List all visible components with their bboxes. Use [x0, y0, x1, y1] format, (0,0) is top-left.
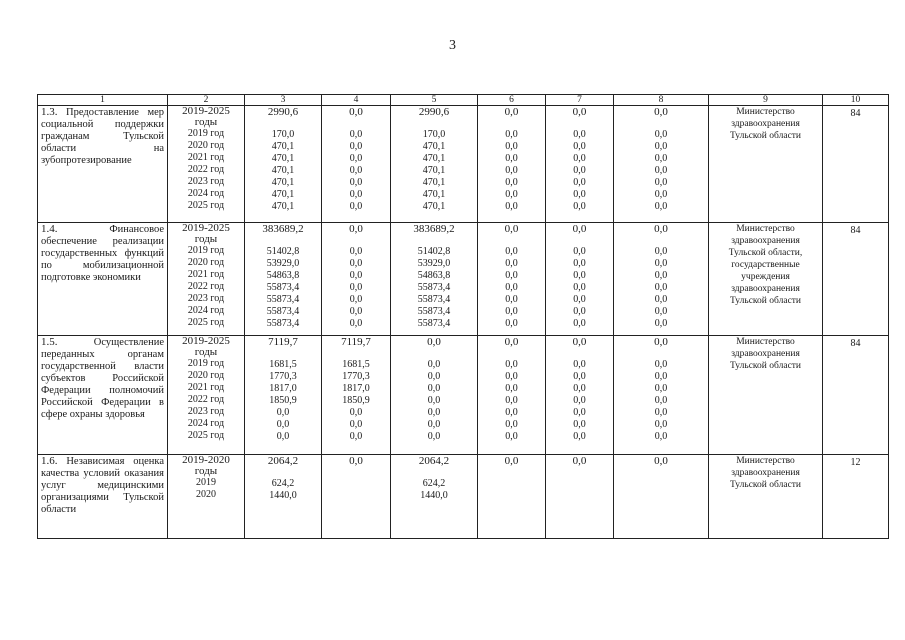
amount-value: 0,0 [505, 270, 518, 281]
amount-value: 0,0 [654, 455, 668, 467]
amount-value: 0,0 [573, 189, 586, 200]
amount-value: 0,0 [349, 455, 363, 467]
amount-value: 0,0 [349, 201, 363, 212]
executor-cell [709, 336, 823, 455]
amount-value: 0,0 [654, 419, 668, 430]
amount-value: 0,0 [349, 294, 363, 305]
amount-cell-col6 [478, 336, 546, 455]
measure-name: Осуществление переданных органам государственной власти субъектов Российской Федерации полномочий Российской Федерации в сфере охраны здоровья [41, 337, 164, 420]
amount-value: 0,0 [349, 431, 363, 442]
period-year: 2022 год [187, 394, 225, 405]
amount-value: 0,0 [349, 258, 363, 269]
amount-value: 0,0 [573, 129, 586, 140]
amount-value: 7119,7 [341, 336, 371, 348]
period-cell [168, 336, 245, 455]
amount-value: 0,0 [427, 371, 441, 382]
measure-name: Предоставление мер социальной поддержки гражданам Тульской области на зубопротезирование [41, 107, 165, 166]
period-total: 2019-2025 годы [182, 222, 230, 245]
amount-value: 0,0 [573, 153, 586, 164]
period-year: 2020 год [187, 140, 225, 151]
amount-value: 0,0 [654, 306, 668, 317]
amount-value: 0,0 [572, 223, 587, 235]
executor-name: Министерство здравоохранения Тульской области [729, 107, 802, 141]
amount-value: 470,1 [422, 201, 446, 212]
amount-value: 0,0 [505, 141, 518, 152]
column-number: 9 [709, 95, 823, 106]
period-year: 2020 [196, 489, 216, 500]
amount-value: 55873,4 [266, 318, 300, 329]
measure-code: 1.5. [41, 336, 58, 348]
period-total: 2019-2025 годы [182, 335, 230, 358]
amount-value: 51402,8 [417, 246, 451, 257]
amount-value: 0,0 [573, 407, 586, 418]
amount-value: 0,0 [573, 431, 586, 442]
amount-cell-col6 [478, 223, 546, 336]
amount-value: 0,0 [505, 431, 518, 442]
amount-value: 0,0 [276, 419, 290, 430]
amount-value: 1770,3 [342, 371, 370, 382]
amount-value: 0,0 [349, 407, 363, 418]
period-year: 2022 год [187, 281, 225, 292]
amount-value: 0,0 [654, 270, 668, 281]
amount-value: 0,0 [654, 294, 668, 305]
amount-value: 0,0 [654, 223, 668, 235]
amount-value: 0,0 [505, 258, 518, 269]
period-year: 2021 год [187, 382, 225, 393]
amount-value: 624,2 [422, 478, 446, 489]
amount-value: 170,0 [422, 129, 446, 140]
amount-cell-col5 [391, 223, 478, 336]
period-year: 2022 год [187, 164, 225, 175]
amount-value: 0,0 [349, 177, 363, 188]
amount-value: 0,0 [349, 106, 363, 118]
table-row [38, 455, 889, 539]
column-number: 4 [322, 95, 391, 106]
amount-value: 0,0 [573, 359, 586, 370]
amount-value: 0,0 [573, 141, 586, 152]
amount-value: 2990,6 [418, 106, 450, 118]
amount-value: 0,0 [504, 455, 519, 467]
column-number-row [38, 95, 889, 106]
period-year: 2023 год [187, 406, 225, 417]
amount-value: 0,0 [654, 282, 668, 293]
column-number: 2 [168, 95, 245, 106]
amount-value: 0,0 [654, 336, 668, 348]
amount-cell-col7 [546, 455, 614, 539]
amount-value: 51402,8 [266, 246, 300, 257]
amount-value: 0,0 [654, 106, 668, 118]
amount-value: 470,1 [271, 153, 295, 164]
amount-value: 0,0 [654, 189, 668, 200]
amount-value: 0,0 [573, 201, 586, 212]
amount-value: 1681,5 [342, 359, 370, 370]
period-year: 2021 год [187, 269, 225, 280]
amount-cell-col4 [322, 336, 391, 455]
amount-value: 0,0 [504, 223, 519, 235]
indicator-value: 84 [850, 225, 861, 236]
column-number: 1 [38, 95, 168, 106]
indicator-value: 84 [850, 338, 861, 349]
amount-cell-col4 [322, 106, 391, 223]
amount-value: 0,0 [505, 201, 518, 212]
amount-value: 0,0 [573, 306, 586, 317]
amount-value: 0,0 [654, 141, 668, 152]
amount-value: 0,0 [505, 371, 518, 382]
indicator-cell [823, 106, 889, 223]
amount-value: 470,1 [271, 201, 295, 212]
period-year: 2020 год [187, 370, 225, 381]
amount-value: 55873,4 [266, 306, 300, 317]
amount-cell-col3 [245, 106, 322, 223]
measure-name: Финансовое обеспечение реализации государственных функций по мобилизационной подготовке экономики [41, 224, 164, 283]
amount-value: 0,0 [573, 371, 586, 382]
amount-cell-col5 [391, 455, 478, 539]
measure-name-cell [38, 223, 168, 336]
period-cell [168, 106, 245, 223]
amount-value: 0,0 [276, 431, 290, 442]
amount-value: 0,0 [505, 407, 518, 418]
amount-value: 0,0 [572, 455, 587, 467]
amount-cell-col7 [546, 336, 614, 455]
amount-value: 0,0 [349, 318, 363, 329]
amount-value: 2064,2 [418, 455, 450, 467]
amount-value: 0,0 [654, 395, 668, 406]
amount-value: 624,2 [271, 478, 295, 489]
amount-value: 0,0 [349, 189, 363, 200]
amount-value: 0,0 [427, 431, 441, 442]
amount-value: 0,0 [573, 246, 586, 257]
amount-value: 170,0 [271, 129, 295, 140]
amount-value: 54863,8 [417, 270, 451, 281]
amount-value: 0,0 [572, 336, 587, 348]
amount-value: 0,0 [573, 270, 586, 281]
amount-value: 0,0 [349, 306, 363, 317]
amount-value: 1817,0 [269, 383, 297, 394]
amount-value: 0,0 [349, 141, 363, 152]
amount-value: 0,0 [505, 359, 518, 370]
period-year: 2025 год [187, 200, 225, 211]
table-row [38, 106, 889, 223]
amount-value: 0,0 [654, 153, 668, 164]
table-row [38, 223, 889, 336]
amount-cell-col8 [614, 223, 709, 336]
amount-cell-col4 [322, 223, 391, 336]
amount-value: 0,0 [654, 258, 668, 269]
amount-value: 0,0 [349, 282, 363, 293]
measure-name: Независимая оценка качества условий оказания услуг медицинскими организациями Тульской области [41, 456, 164, 515]
amount-value: 0,0 [349, 153, 363, 164]
period-year: 2024 год [187, 305, 225, 316]
amount-value: 470,1 [422, 177, 446, 188]
measure-name-cell [38, 455, 168, 539]
amount-value: 0,0 [505, 294, 518, 305]
amount-value: 0,0 [654, 246, 668, 257]
column-number: 3 [245, 95, 322, 106]
period-year: 2019 [196, 477, 216, 488]
page-number: 3 [449, 38, 456, 53]
amount-value: 0,0 [654, 407, 668, 418]
amount-value: 0,0 [504, 106, 519, 118]
executor-name: Министерство здравоохранения Тульской области [729, 456, 802, 490]
amount-value: 0,0 [505, 395, 518, 406]
amount-value: 0,0 [427, 359, 441, 370]
amount-value: 0,0 [427, 383, 441, 394]
amount-value: 0,0 [505, 246, 518, 257]
amount-value: 0,0 [654, 359, 668, 370]
executor-cell [709, 106, 823, 223]
amount-value: 0,0 [573, 177, 586, 188]
amount-value: 0,0 [654, 371, 668, 382]
amount-value: 0,0 [505, 177, 518, 188]
executor-name: Министерство здравоохранения Тульской области, государственные учреждения здравоохранения Тульской области [728, 224, 803, 306]
amount-value: 0,0 [505, 306, 518, 317]
amount-value: 55873,4 [417, 318, 451, 329]
period-year: 2024 год [187, 418, 225, 429]
amount-value: 0,0 [654, 165, 668, 176]
indicator-value: 12 [850, 457, 861, 468]
funding-table [37, 94, 889, 539]
amount-value: 55873,4 [266, 282, 300, 293]
amount-value: 0,0 [505, 189, 518, 200]
amount-value: 1440,0 [269, 490, 297, 501]
amount-value: 55873,4 [417, 282, 451, 293]
amount-value: 55873,4 [266, 294, 300, 305]
measure-name-cell [38, 106, 168, 223]
amount-value: 470,1 [422, 153, 446, 164]
amount-cell-col3 [245, 336, 322, 455]
amount-value: 7119,7 [268, 336, 298, 348]
period-total: 2019-2025 годы [182, 105, 230, 128]
amount-value: 470,1 [422, 189, 446, 200]
period-total: 2019-2020 годы [182, 454, 230, 477]
amount-value: 0,0 [349, 246, 363, 257]
indicator-cell [823, 336, 889, 455]
amount-value: 1850,9 [342, 395, 370, 406]
amount-value: 0,0 [276, 407, 290, 418]
amount-value: 0,0 [349, 419, 363, 430]
amount-cell-col3 [245, 223, 322, 336]
amount-value: 54863,8 [266, 270, 300, 281]
amount-cell-col5 [391, 336, 478, 455]
amount-value: 0,0 [505, 153, 518, 164]
amount-value: 0,0 [573, 282, 586, 293]
indicator-cell [823, 223, 889, 336]
amount-value: 0,0 [505, 419, 518, 430]
amount-value: 0,0 [349, 129, 363, 140]
amount-value: 0,0 [654, 129, 668, 140]
period-year: 2021 год [187, 152, 225, 163]
amount-value: 0,0 [572, 106, 587, 118]
column-number: 10 [823, 95, 889, 106]
period-year: 2025 год [187, 317, 225, 328]
amount-value: 53929,0 [417, 258, 451, 269]
amount-value: 0,0 [573, 294, 586, 305]
amount-value: 470,1 [271, 189, 295, 200]
amount-value: 0,0 [573, 419, 586, 430]
amount-value: 1440,0 [420, 490, 448, 501]
amount-cell-col7 [546, 106, 614, 223]
amount-value: 470,1 [271, 141, 295, 152]
column-number: 6 [478, 95, 546, 106]
amount-cell-col6 [478, 106, 546, 223]
amount-value: 470,1 [422, 165, 446, 176]
period-cell [168, 223, 245, 336]
amount-value: 1817,0 [342, 383, 370, 394]
amount-value: 470,1 [422, 141, 446, 152]
amount-value: 0,0 [427, 419, 441, 430]
amount-value: 0,0 [505, 318, 518, 329]
amount-value: 470,1 [271, 165, 295, 176]
table-row [38, 336, 889, 455]
amount-value: 1850,9 [269, 395, 297, 406]
amount-value: 0,0 [654, 201, 668, 212]
amount-value: 1681,5 [269, 359, 297, 370]
period-year: 2020 год [187, 257, 225, 268]
column-number: 5 [391, 95, 478, 106]
period-year: 2019 год [187, 358, 225, 369]
measure-name-cell [38, 336, 168, 455]
amount-value: 0,0 [427, 336, 441, 348]
amount-value: 2064,2 [267, 455, 299, 467]
amount-value: 0,0 [654, 318, 668, 329]
measure-code: 1.4. [41, 223, 58, 235]
amount-cell-col3 [245, 455, 322, 539]
amount-value: 470,1 [271, 177, 295, 188]
amount-value: 0,0 [427, 395, 441, 406]
amount-cell-col5 [391, 106, 478, 223]
amount-value: 0,0 [505, 165, 518, 176]
amount-value: 55873,4 [417, 306, 451, 317]
executor-cell [709, 455, 823, 539]
indicator-value: 84 [850, 108, 861, 119]
amount-value: 0,0 [427, 407, 441, 418]
column-number: 7 [546, 95, 614, 106]
amount-value: 0,0 [573, 258, 586, 269]
measure-code: 1.3. [41, 106, 58, 118]
amount-value: 0,0 [654, 431, 668, 442]
period-year: 2023 год [187, 176, 225, 187]
period-year: 2025 год [187, 430, 225, 441]
amount-value: 2990,6 [267, 106, 299, 118]
amount-value: 0,0 [573, 383, 586, 394]
amount-cell-col8 [614, 106, 709, 223]
amount-value: 0,0 [505, 383, 518, 394]
amount-value: 53929,0 [266, 258, 300, 269]
executor-cell [709, 223, 823, 336]
period-year: 2019 год [187, 245, 225, 256]
amount-value: 0,0 [349, 270, 363, 281]
executor-name: Министерство здравоохранения Тульской области [729, 337, 802, 371]
amount-cell-col7 [546, 223, 614, 336]
amount-cell-col4 [322, 455, 391, 539]
amount-value: 1770,3 [269, 371, 297, 382]
amount-value: 0,0 [654, 177, 668, 188]
amount-value: 0,0 [349, 165, 363, 176]
amount-value: 0,0 [573, 318, 586, 329]
period-cell [168, 455, 245, 539]
amount-value: 0,0 [504, 336, 519, 348]
amount-value: 55873,4 [417, 294, 451, 305]
period-year: 2024 год [187, 188, 225, 199]
period-year: 2023 год [187, 293, 225, 304]
amount-value: 0,0 [573, 395, 586, 406]
amount-value: 0,0 [505, 282, 518, 293]
amount-value: 383689,2 [413, 223, 455, 235]
amount-cell-col8 [614, 336, 709, 455]
amount-value: 0,0 [505, 129, 518, 140]
indicator-cell [823, 455, 889, 539]
amount-cell-col8 [614, 455, 709, 539]
column-number: 8 [614, 95, 709, 106]
amount-value: 0,0 [573, 165, 586, 176]
period-year: 2019 год [187, 128, 225, 139]
measure-code: 1.6. [41, 455, 58, 467]
amount-cell-col6 [478, 455, 546, 539]
amount-value: 0,0 [654, 383, 668, 394]
amount-value: 383689,2 [262, 223, 304, 235]
amount-value: 0,0 [349, 223, 363, 235]
